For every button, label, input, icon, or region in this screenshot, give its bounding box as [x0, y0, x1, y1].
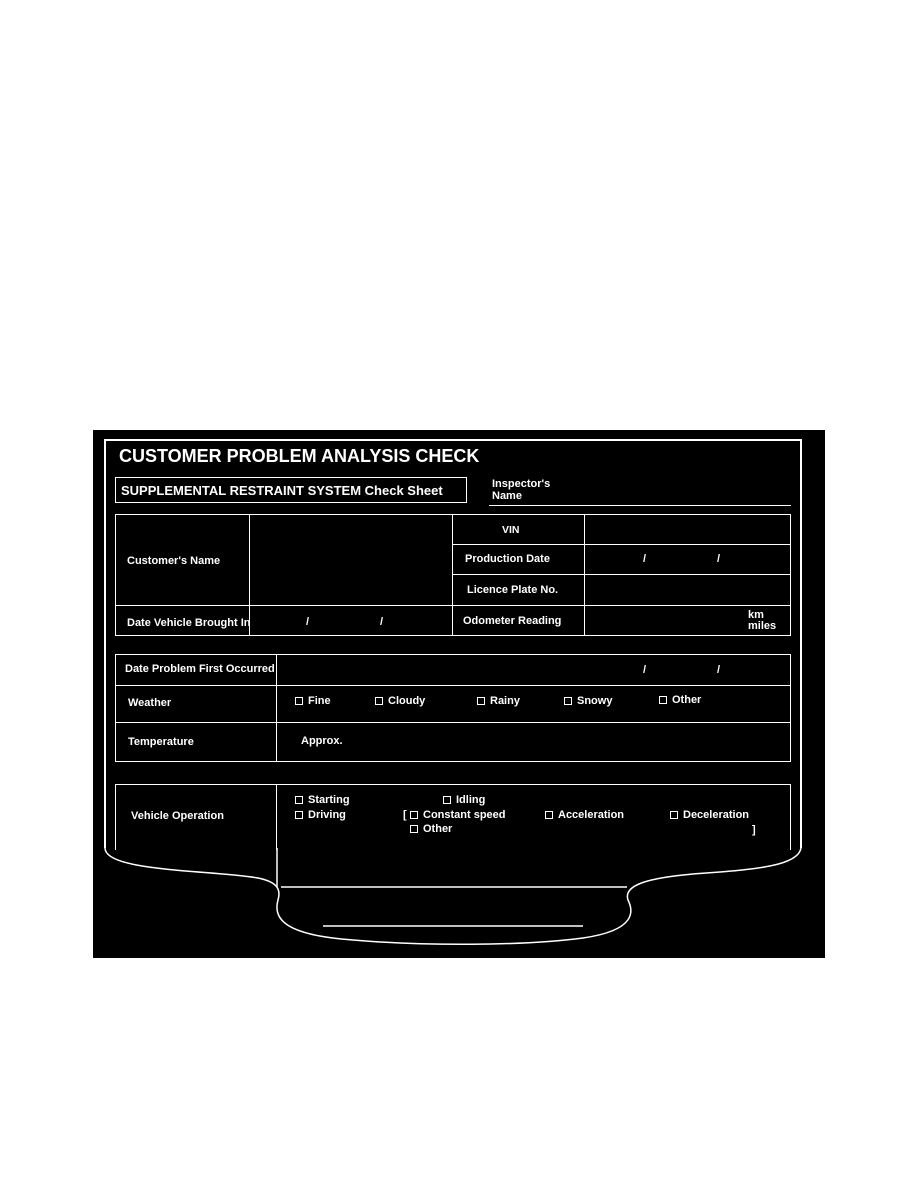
- operation-option-acceleration[interactable]: Acceleration: [545, 810, 624, 821]
- production-date-sep-2[interactable]: /: [717, 553, 721, 565]
- checkbox-icon: [295, 811, 303, 819]
- inspector-name-line[interactable]: [489, 505, 791, 506]
- checkbox-icon: [410, 811, 418, 819]
- operation-bracket-open: [: [403, 809, 407, 821]
- licence-plate-field[interactable]: [586, 576, 789, 604]
- date-first-occurred-sep-2[interactable]: /: [717, 664, 721, 676]
- operation-bracket-close: ]: [752, 824, 756, 836]
- operation-option-idling[interactable]: Idling: [443, 795, 485, 806]
- weather-option-other[interactable]: Other: [659, 695, 701, 706]
- vehicle-operation-label: Vehicle Operation: [131, 810, 224, 822]
- checkbox-icon: [670, 811, 678, 819]
- checkbox-icon: [659, 696, 667, 704]
- check-sheet-figure: [93, 430, 825, 958]
- weather-option-rainy[interactable]: Rainy: [477, 696, 520, 707]
- checkbox-icon: [295, 796, 303, 804]
- weather-option-fine[interactable]: Fine: [295, 696, 331, 707]
- inspector-label-line2: Name: [492, 490, 522, 502]
- sheet-subtitle: SUPPLEMENTAL RESTRAINT SYSTEM Check Sheet: [121, 483, 443, 498]
- odometer-unit-km[interactable]: km: [748, 609, 764, 621]
- weather-option-snowy[interactable]: Snowy: [564, 696, 612, 707]
- checkbox-icon: [443, 796, 451, 804]
- temperature-approx[interactable]: Approx.: [301, 735, 343, 747]
- checkbox-icon: [564, 697, 572, 705]
- date-first-occurred-label: Date Problem First Occurred: [125, 663, 275, 675]
- checkbox-icon: [477, 697, 485, 705]
- checkbox-icon: [295, 697, 303, 705]
- date-brought-in-label: Date Vehicle Brought In: [127, 617, 251, 629]
- date-brought-in-sep-1[interactable]: /: [306, 616, 310, 628]
- production-date-sep-1[interactable]: /: [643, 553, 647, 565]
- sheet-title: CUSTOMER PROBLEM ANALYSIS CHECK: [119, 446, 480, 466]
- date-brought-in-sep-2[interactable]: /: [380, 616, 384, 628]
- vin-field[interactable]: [586, 516, 789, 543]
- odometer-label: Odometer Reading: [463, 615, 562, 627]
- inspector-label-line1: Inspector's: [492, 478, 551, 490]
- date-first-occurred-sep-1[interactable]: /: [643, 664, 647, 676]
- licence-plate-label: Licence Plate No.: [467, 584, 559, 596]
- operation-option-driving[interactable]: Driving: [295, 810, 346, 821]
- operation-option-deceleration[interactable]: Deceleration: [670, 810, 749, 821]
- vin-label: VIN: [502, 524, 520, 536]
- operation-option-starting[interactable]: Starting: [295, 795, 350, 806]
- weather-label: Weather: [128, 697, 172, 709]
- checkbox-icon: [410, 825, 418, 833]
- operation-option-constant-speed[interactable]: Constant speed: [410, 810, 506, 821]
- weather-option-cloudy[interactable]: Cloudy: [375, 696, 425, 707]
- customer-name-label: Customer's Name: [127, 555, 221, 567]
- checkbox-icon: [375, 697, 383, 705]
- operation-option-other[interactable]: Other: [410, 824, 452, 835]
- odometer-unit-miles[interactable]: miles: [748, 620, 777, 632]
- checkbox-icon: [545, 811, 553, 819]
- production-date-label: Production Date: [465, 553, 550, 565]
- temperature-label: Temperature: [128, 736, 194, 748]
- customer-name-field[interactable]: [251, 516, 450, 603]
